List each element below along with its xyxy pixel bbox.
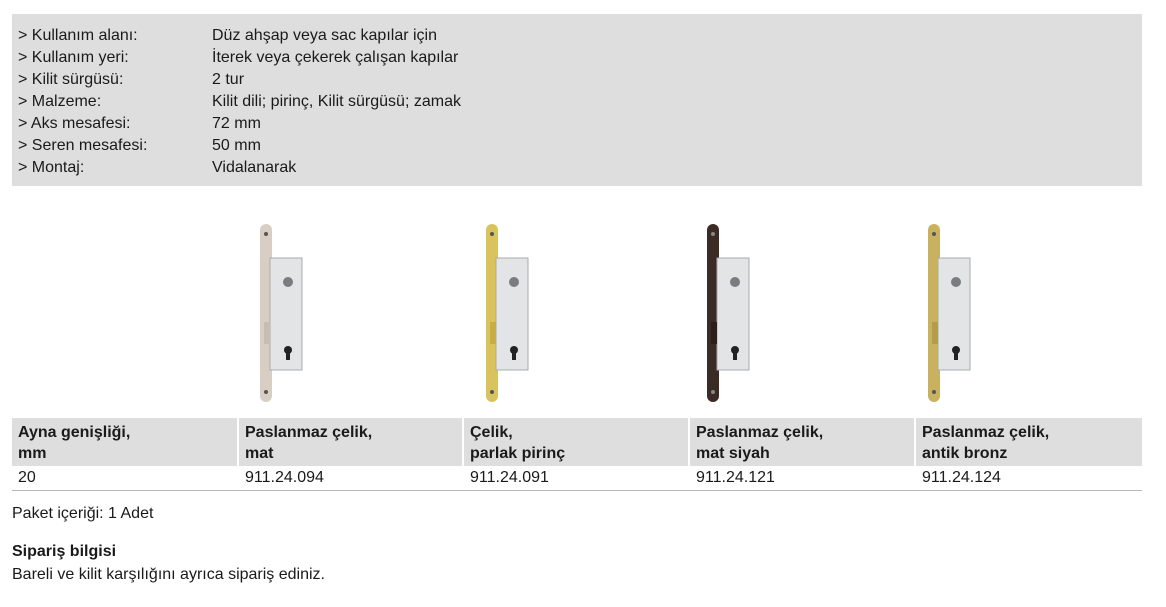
spindle-hole xyxy=(509,277,519,287)
header-line: parlak pirinç xyxy=(470,445,566,462)
table-cell: 911.24.121 xyxy=(696,469,775,486)
spec-label: > Montaj: xyxy=(18,159,85,176)
spec-label: > Aks mesafesi: xyxy=(18,115,131,132)
spec-label: > Kullanım yeri: xyxy=(18,49,129,66)
mortise-lock-icon xyxy=(236,222,326,404)
header-line: Paslanmaz çelik, xyxy=(696,424,824,441)
spec-value: 2 tur xyxy=(212,71,245,88)
cylinder-slot xyxy=(954,350,958,360)
spec-label: > Kullanım alanı: xyxy=(18,27,138,44)
latch-slot xyxy=(711,322,717,344)
header-stainless-bronze xyxy=(922,422,1049,464)
column-divider xyxy=(688,418,690,490)
screw xyxy=(711,390,715,394)
spec-value: Kilit dili; pirinç, Kilit sürgüsü; zamak xyxy=(212,93,461,110)
header-line: mm xyxy=(18,445,47,462)
spindle-hole xyxy=(730,277,740,287)
spindle-hole xyxy=(283,277,293,287)
package-content: Paket içeriği: 1 Adet xyxy=(12,505,154,522)
column-divider xyxy=(462,418,464,490)
cylinder-slot xyxy=(733,350,737,360)
header-line: Ayna genişliği, xyxy=(18,424,131,441)
order-info-text: Bareli ve kilit karşılığını ayrıca sipariş ediniz. xyxy=(12,566,325,583)
header-line: Çelik, xyxy=(470,424,513,441)
spec-value: İterek veya çekerek çalışan kapılar xyxy=(212,49,459,66)
table-cell: 911.24.124 xyxy=(922,469,1001,486)
header-line: Paslanmaz çelik, xyxy=(245,424,373,441)
header-line: mat xyxy=(245,445,274,462)
table-row xyxy=(12,466,1142,491)
order-info-title: Sipariş bilgisi xyxy=(12,543,117,560)
latch-slot xyxy=(490,322,496,344)
table-cell: 911.24.094 xyxy=(245,469,324,486)
header-line: Paslanmaz çelik, xyxy=(922,424,1050,441)
column-divider xyxy=(914,418,916,490)
screw xyxy=(490,232,494,236)
spec-label: > Kilit sürgüsü: xyxy=(18,71,124,88)
header-stainless-black xyxy=(696,422,823,464)
spec-label: > Seren mesafesi: xyxy=(18,137,148,154)
header-line: antik bronz xyxy=(922,445,1008,462)
header-steel-brass xyxy=(470,422,565,464)
product-image-polished-brass xyxy=(462,222,552,404)
header-width xyxy=(18,422,130,464)
spec-value: Vidalanarak xyxy=(212,159,297,176)
spec-panel xyxy=(12,14,1142,186)
column-divider xyxy=(237,418,239,490)
screw xyxy=(264,232,268,236)
mortise-lock-icon xyxy=(904,222,994,404)
spindle-hole xyxy=(951,277,961,287)
screw xyxy=(711,232,715,236)
latch-slot xyxy=(932,322,938,344)
header-line: mat siyah xyxy=(696,445,770,462)
spec-value: 72 mm xyxy=(212,115,261,132)
screw xyxy=(264,390,268,394)
table-header xyxy=(12,418,1142,466)
product-image-mat-black xyxy=(683,222,773,404)
spec-value: 50 mm xyxy=(212,137,261,154)
cylinder-slot xyxy=(286,350,290,360)
product-image-mat-steel xyxy=(236,222,326,404)
screw xyxy=(932,390,936,394)
spec-value: Düz ahşap veya sac kapılar için xyxy=(212,27,437,44)
screw xyxy=(490,390,494,394)
screw xyxy=(932,232,936,236)
latch-slot xyxy=(264,322,270,344)
spec-label: > Malzeme: xyxy=(18,93,102,110)
header-stainless-mat xyxy=(245,422,372,464)
mortise-lock-icon xyxy=(683,222,773,404)
table-cell: 911.24.091 xyxy=(470,469,549,486)
mortise-lock-icon xyxy=(462,222,552,404)
table-cell: 20 xyxy=(18,469,36,486)
cylinder-slot xyxy=(512,350,516,360)
product-image-antique-bronze xyxy=(904,222,994,404)
